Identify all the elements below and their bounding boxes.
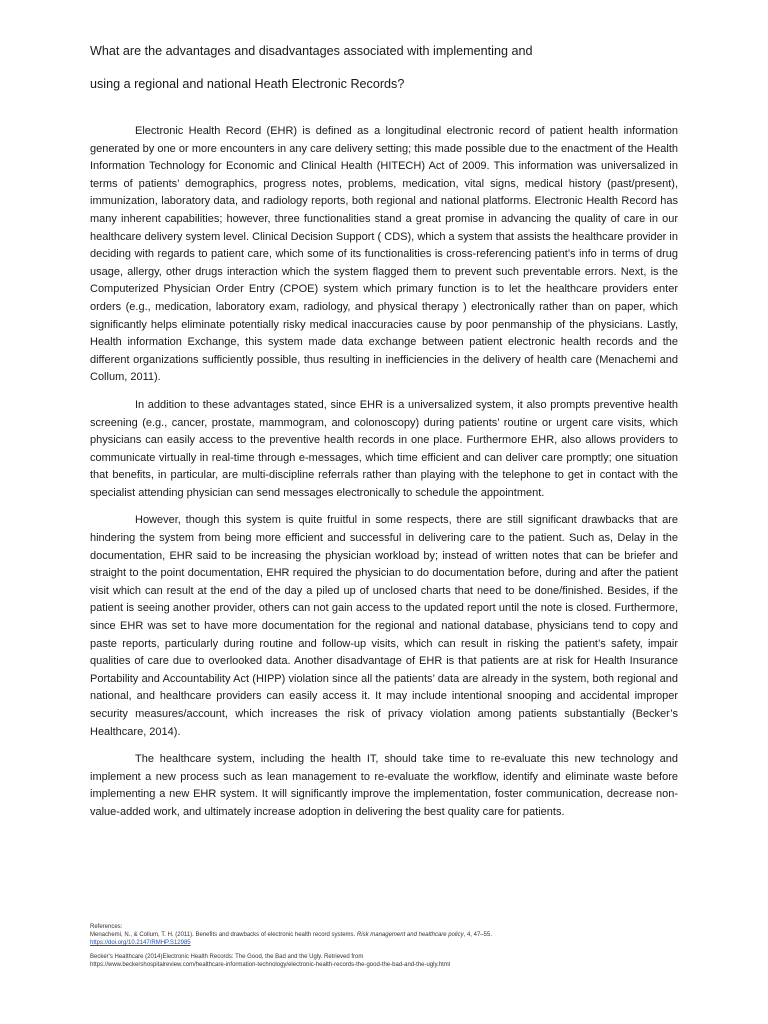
paragraph: However, though this system is quite fruitful in some respects, there are still significant drawbacks that are hindering the system from being more efficient and successful in delivering care to the patient. Such as, Delay in the documentation, EHR said to be increasing the physician workload by; instead of written notes that can be briefer and straight to the point documentation, EHR required the physician to do documentation before, during and after the patient visit which can result at the end of the day a piled up of unclosed charts that need to be done/finished. Besides, if the patient is seeing another provider, others can not gain access to the updated report until the note is closed. Furthermore, since EHR was set to have more documentation for the regional and national database, physicians tend to copy and paste reports, particularly during routine and follow-up visits, which can result in risking the patient’s safety, impair qualities of care due to overlooked data. Another disadvantage of EHR is that patients are at risk for Health Insurance Portability and Accountability Act (HIPP) violation since all the patients’ data are already in the system, both regional and national, and healthcare providers can easily access it. It may include intentional snooping and accidental improper security measures/account, which increases the risk of privacy violation among patients substantially (Becker’s Healthcare, 2014). (90, 514, 678, 738)
paragraph: Electronic Health Record (EHR) is defined as a longitudinal electronic record of patient health information generated by one or more encounters in any care delivery setting; this made possible due to the enactment of the Health Information Technology for Economic and Clinical Health (HITECH) Act of 2009. This information was universalized in terms of patients’ demographics, progress notes, problems, medication, vital signs, medical history (past/present), immunization, laboratory data, and radiology reports, both regional and national platforms. Electronic Health Record has many inherent capabilities; however, three functionalities stand a great promise in advancing the quality of care in our healthcare delivery system level. Clinical Decision Support ( CDS), which a system that assists the healthcare provider in deciding with regards to patient care, which some of its functionalities is cross-referencing patient’s info in terms of drug usage, allergy, other drugs interaction which the system flagged them to prevent such preventable errors. Next, is the Computerized Physician Order Entry (CPOE) system which primary function is to let the healthcare providers enter orders (e.g., medication, laboratory exam, radiology, and physical therapy ) electronically rather than on paper, which significantly helps eliminate potentially risky medical inaccuracies cause by poor penmanship of the physicians. Lastly, Health information Exchange, this system made data exchange between patient electronic health records and the different organizations sufficiently possible, thus resulting in inefficiencies in the delivery of health care (Menachemi and Collum, 2011). (90, 125, 678, 384)
reference-1-text: Menachemi, N., & Collum, T. H. (2011). Benefits and drawbacks of electronic health record systems. (90, 932, 357, 938)
title-line-1: What are the advantages and disadvantages associated with implementing and (90, 44, 533, 58)
reference-1-doi-link[interactable]: https://doi.org/10.2147/RMHP.S12985 (90, 940, 191, 946)
references (90, 923, 690, 969)
reference-2-url[interactable]: https://www.beckershospitalreview.com/healthcare-information-technology/electronic-health-records-the-good-the-bad-and-the-ugly.html (90, 962, 451, 968)
reference-1-tail: , 4, 47–55. (463, 932, 492, 938)
essay-body (90, 123, 678, 832)
paragraph: In addition to these advantages stated, since EHR is a universalized system, it also prompts preventive health screening (e.g., cancer, prostate, mammogram, and colonoscopy) during patients’ routine or urgent care visits, which physicians can easily access to the preventive health records in one place. Furthermore EHR, also allows providers to communicate virtually in real-time through e-messages, which time efficient and can deliver care promptly; one situation that benefits, in particular, are multi-discipline referrals rather than playing with the telephone to get in contact with the specialist attending physician can send messages electronically to schedule the appointment. (90, 398, 678, 499)
paragraph: The healthcare system, including the health IT, should take time to re-evaluate this new technology and implement a new process such as lean management to re-evaluate the workflow, identify and eliminate waste before implementing a new EHR system. It will significantly improve the implementation, foster communication, decrease non-value-added work, and ultimately increase adoption in delivering the best quality care for patients. (90, 753, 678, 818)
reference-1 (90, 931, 690, 939)
title-line-2: using a regional and national Heath Electronic Records? (90, 77, 405, 91)
references-heading: References: (90, 924, 123, 930)
reference-1-journal: Risk management and healthcare policy (356, 932, 464, 938)
reference-2: Becker's Healthcare (2014)Electronic Health Records: The Good, the Bad and the Ugly. Retrieved from (90, 954, 364, 960)
